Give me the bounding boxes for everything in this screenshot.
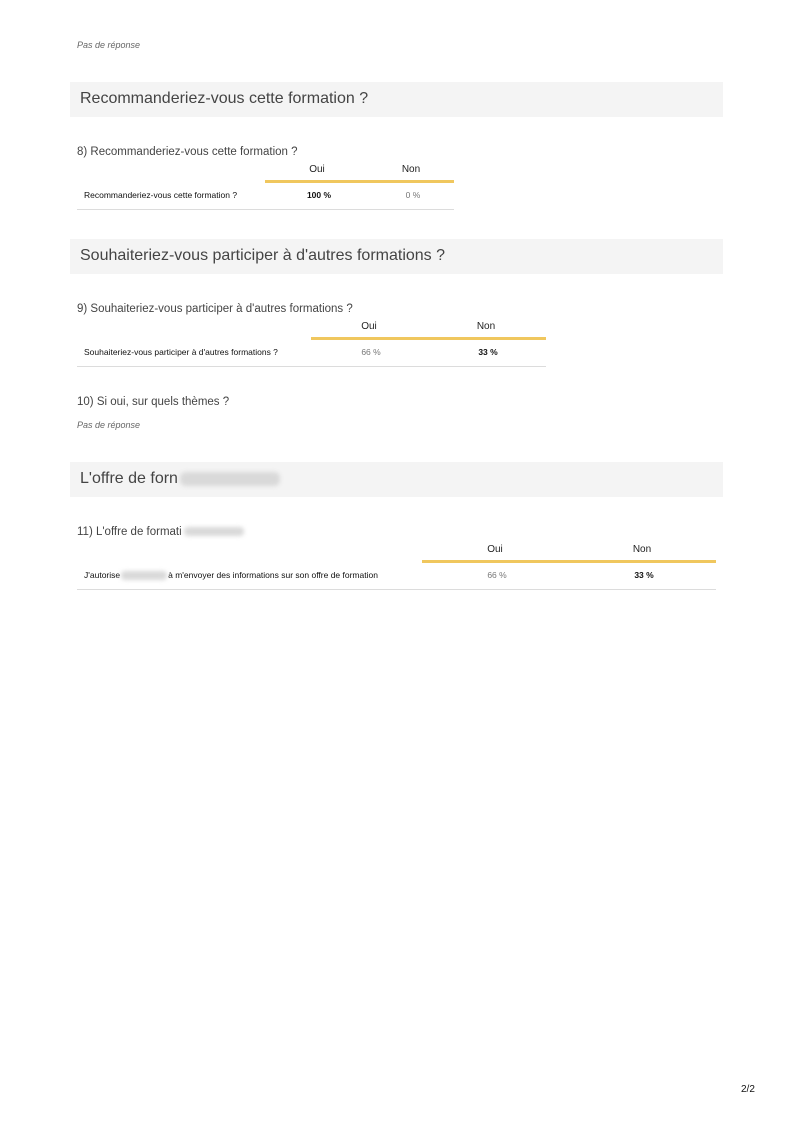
no-answer-text: Pas de réponse (77, 420, 141, 430)
value-non: 33 % (478, 347, 498, 357)
row-label-end: à m'envoyer des informations sur son offre de formation (168, 570, 378, 580)
table-row-divider (77, 589, 716, 590)
section-title (80, 470, 280, 488)
section-title-visible: L'offre de forn (80, 470, 178, 487)
table-row-label (84, 570, 378, 580)
redacted-text (121, 571, 167, 580)
question-visible: 11) L'offre de formati (77, 526, 182, 538)
value-oui: 66 % (361, 347, 381, 357)
table-row-label: Souhaiteriez-vous participer à d'autres formations ? (84, 347, 278, 357)
column-header-oui: Oui (309, 164, 325, 175)
table-header-underline (265, 180, 454, 183)
section-header-other-trainings (70, 239, 723, 274)
table-row-divider (77, 209, 454, 210)
question-8: 8) Recommanderiez-vous cette formation ? (77, 146, 298, 158)
value-non: 0 % (405, 190, 421, 200)
section-title: Souhaiteriez-vous participer à d'autres formations ? (80, 247, 446, 264)
column-header-oui: Oui (487, 544, 503, 555)
question-9: 9) Souhaiteriez-vous participer à d'autres formations ? (77, 303, 353, 315)
table-row-label: Recommanderiez-vous cette formation ? (84, 190, 238, 200)
page-number: 2/2 (741, 1084, 755, 1095)
column-header-non: Non (476, 321, 496, 332)
table-header-underline (311, 337, 546, 340)
section-header-training-offer (70, 462, 723, 497)
column-header-oui: Oui (361, 321, 377, 332)
row-label-start: J'autorise (84, 570, 121, 580)
column-header-non: Non (401, 164, 421, 175)
redacted-text (184, 527, 244, 536)
value-oui: 66 % (487, 570, 507, 580)
table-header-underline (422, 560, 716, 563)
column-header-non: Non (632, 544, 652, 555)
section-title: Recommanderiez-vous cette formation ? (80, 90, 369, 107)
section-header-recommend (70, 82, 723, 117)
table-row-divider (77, 366, 546, 367)
question-10: 10) Si oui, sur quels thèmes ? (77, 396, 230, 408)
question-11 (77, 526, 244, 538)
redacted-text (180, 472, 280, 486)
value-oui: 100 % (306, 190, 332, 200)
value-non: 33 % (634, 570, 654, 580)
no-answer-text: Pas de réponse (77, 40, 141, 50)
